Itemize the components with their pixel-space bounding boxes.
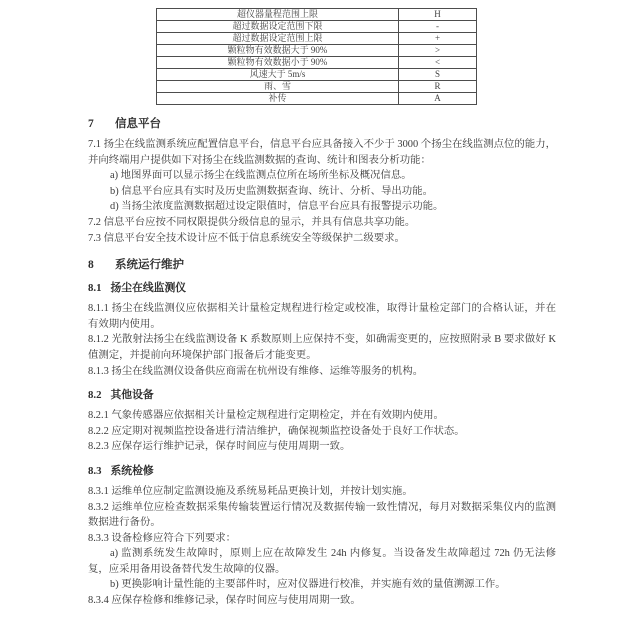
flag-code-cell: + [399,33,477,45]
flag-condition-cell: 颗粒物有效数据大于 90% [157,45,399,57]
table-row [157,45,477,57]
section-title: 系统运行维护 [115,259,184,272]
clause-8-2-1: 8.2.1 气象传感器应依据相关计量检定规程进行定期检定，并在有效期内使用。 [88,410,444,422]
table-row [157,33,477,45]
section-8-3-heading [88,463,556,478]
clause-8-3-4: 8.3.4 应保存检修和维修记录，保存时间应与使用周期一致。 [88,595,361,607]
clause-7-1-item-a: a) 地图界面可以显示扬尘在线监测点位所在场所坐标及概况信息。 [110,170,412,182]
flag-code-cell: A [399,93,477,105]
flag-code-cell: > [399,45,477,57]
clause-7-3: 7.3 信息平台安全技术设计应不低于信息系统安全等级保护二级要求。 [88,232,405,244]
clause-8-3-2: 8.3.2 运维单位应检查数据采集传输装置运行情况及数据传输一致性情况，每月对数据采集仪内的监测数据进行备份。 [88,501,556,529]
section-8-heading [88,256,556,272]
flag-condition-cell: 超过数据设定范围下限 [157,21,399,33]
clause-7-1-item-b: b) 信息平台应具有实时及历史监测数据查询、统计、分析、导出功能。 [110,185,433,197]
clause-8-3-3-item-a: a) 监测系统发生故障时，原则上应在故障发生 24h 内修复。当设备发生故障超过 72h 仍无法修复，应采用备用设备替代发生故障的仪器。 [88,548,556,575]
flag-condition-cell: 超过数据设定范围上限 [157,33,399,45]
data-flag-table [156,8,477,105]
table-row [157,57,477,69]
clause-8-3-1: 8.3.1 运维单位应制定监测设施及系统易耗品更换计划，并按计划实施。 [88,485,413,497]
section-8-2-heading [88,387,556,402]
clause-8-2-3: 8.2.3 应保存运行维护记录，保存时间应与使用周期一致。 [88,441,351,453]
flag-condition-cell: 补传 [157,93,399,105]
clause-8-1-1: 8.1.1 扬尘在线监测仪应依据相关计量检定规程进行检定或校准，取得计量检定部门的合格认证，并在有效期内使用。 [88,303,556,330]
clause-8-3-3: 8.3.3 设备检修应符合下列要求： [88,532,237,544]
table-row [157,81,477,93]
section-title: 其他设备 [110,389,154,402]
flag-condition-cell: 风速大于 5m/s [157,69,399,81]
section-number: 8.2 [88,389,102,402]
flag-condition-cell: 雨、雪 [157,81,399,93]
clause-8-1-2: 8.1.2 光散射法扬尘在线监测设备 K 系数原则上应保持不变，如确需变更的，应按照附录 B 要求做好 K 值测定，并提前向环境保护部门报备后才能变更。 [88,334,556,361]
table-row [157,93,477,105]
section-title: 扬尘在线监测仪 [110,282,187,295]
flag-condition-cell: 颗粒物有效数据小于 90% [157,57,399,69]
section-8-1-heading [88,280,556,295]
flag-code-cell: H [399,9,477,21]
clause-7-1: 7.1 扬尘在线监测系统应配置信息平台，信息平台应具备接入不少于 3000 个扬尘在线监测点位的能力，并向终端用户提供如下对扬尘在线监测数据的查询、统计和图表分析功能： [88,139,556,166]
section-number: 8.3 [88,464,102,477]
table-row [157,69,477,81]
flag-condition-cell: 超仪器量程范围上限 [157,9,399,21]
section-number: 8 [88,259,94,272]
clause-7-1-item-d: d) 当扬尘浓度监测数据超过设定限值时，信息平台应具有报警提示功能。 [110,201,444,213]
flag-code-cell: - [399,21,477,33]
clause-8-2-2: 8.2.2 应定期对视频监控设备进行清洁维护，确保视频监控设备处于良好工作状态。 [88,425,465,437]
flag-code-cell: S [399,69,477,81]
clause-7-2: 7.2 信息平台应按不同权限提供分级信息的显示，并具有信息共享功能。 [88,216,416,228]
clause-8-3-3-item-b: b) 更换影响计量性能的主要部件时，应对仪器进行校准，并实施有效的量值溯源工作。 [110,579,506,591]
section-number: 8.1 [88,282,102,295]
flag-code-cell: R [399,81,477,93]
flag-code-cell: < [399,57,477,69]
table-row [157,21,477,33]
section-title: 信息平台 [115,118,161,130]
section-7-heading [88,115,556,131]
section-number: 7 [88,118,94,130]
clause-8-1-3: 8.1.3 扬尘在线监测仪设备供应商需在杭州设有维修、运维等服务的机构。 [88,365,424,377]
section-title: 系统检修 [110,464,154,477]
table-row [157,9,477,21]
